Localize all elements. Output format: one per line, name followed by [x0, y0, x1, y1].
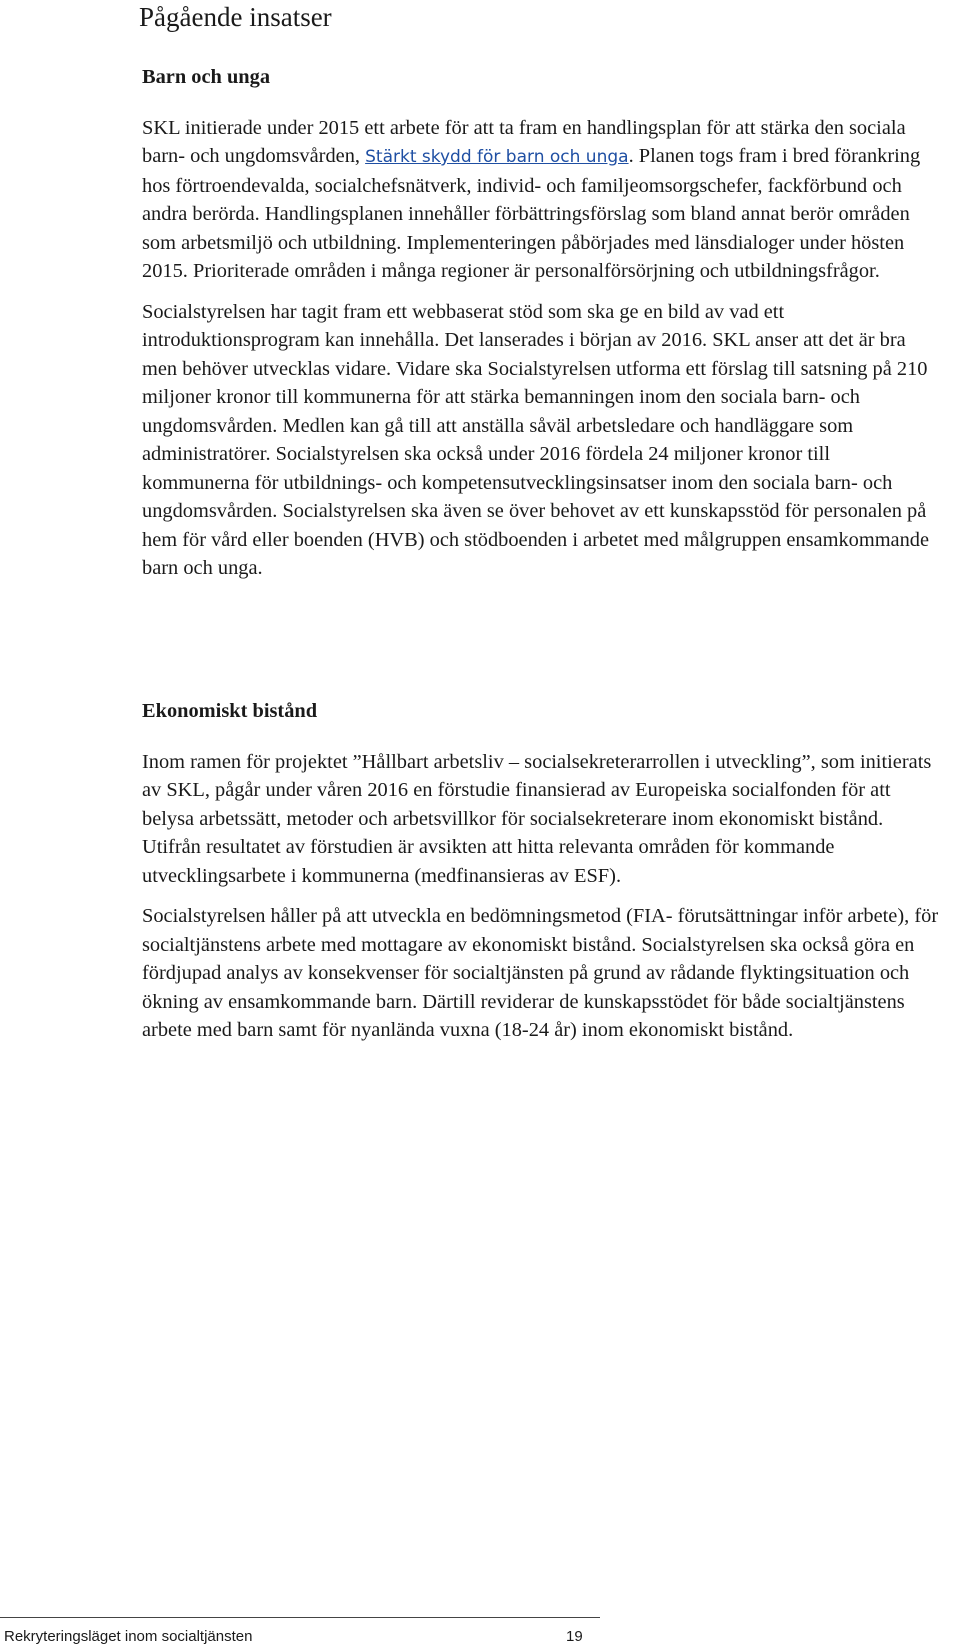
page-footer — [0, 1616, 960, 1651]
section-ekonomiskt-bistand — [142, 697, 942, 1045]
section-barn-och-unga — [142, 63, 942, 583]
paragraph: Socialstyrelsen har tagit fram ett webbaserat stöd som ska ge en bild av vad ett introduktionsprogram kan innehålla. Det lanserades i början av 2016. SKL anser att det är bra men behöver utvecklas vidare. Vidare ska Socialstyrelsen utforma ett förslag till satsning på 210 miljoner kronor till kommunerna för att stärka bemanningen inom den sociala barn- och ungdomsvården. Medlen kan gå till att anställa såväl arbetsledare och handläggare som administratörer. Socialstyrelsen ska också under 2016 fördela 24 miljoner kronor till kommunerna för utbildnings- och kompetensutvecklingsinsatser inom den sociala barn- och ungdomsvården. Socialstyrelsen ska även se över behovet av ett kunskapsstöd för personalen på hem för vård eller boenden (HVB) och stödboenden i arbetet med målgruppen ensamkommande barn och unga. — [142, 300, 930, 579]
paragraph: Inom ramen för projektet ”Hållbart arbetsliv – socialsekreterarrollen i utveckling”, som initierats av SKL, pågår under våren 2016 en förstudie finansierad av Europeiska socialfonden för att belysa arbetssätt, metoder och arbetsvillkor för socialsekreterare inom ekonomiskt bistånd. Utifrån resultatet av förstudien är avsikten att hitta relevanta områden för kommande utvecklingsarbete i kommunerna (medfinansieras av ESF). — [142, 750, 932, 887]
footer-divider — [0, 1617, 600, 1618]
strakt-skydd-link[interactable]: Stärkt skydd för barn och unga — [365, 147, 629, 167]
footer-document-title: Rekryteringsläget inom socialtjänsten — [4, 1628, 253, 1645]
paragraph — [142, 114, 942, 286]
section-heading: Ekonomiskt bistånd — [142, 700, 318, 722]
page-title: Pågående insatser — [139, 2, 332, 32]
paragraph: Socialstyrelsen håller på att utveckla en bedömningsmetod (FIA- förutsättningar inför arbete), för socialtjänstens arbete med mottagare av ekonomiskt bistånd. Socialstyrelsen ska också göra en fördjupad analys av konsekvenser för socialtjänsten på grund av rådande flyktingsituation och ökning av ensamkommande barn. Därtill reviderar de kunskapsstödet för både socialtjänstens arbete med barn samt för nyanlända vuxna (18-24 år) inom ekonomiskt bistånd. — [142, 905, 939, 1041]
paragraph-text: . Planen togs fram i bred förankring hos förtroendevalda, socialchefsnätverk, individ- och familjeomsorgschefer, fackförbund och andra berörda. Handlingsplanen innehåller förbättringsförslag som bland annat berör områden som arbetsmiljö och utbildning. Implementeringen påbörjades med länsdialoger under hösten 2015. Prioriterade områden i många regioner är personalförsörjning och utbildningsfrågor. — [142, 145, 921, 282]
page-number: 19 — [566, 1628, 583, 1645]
section-heading: Barn och unga — [142, 66, 271, 88]
paragraph-text: SKL initierade under 2015 ett arbete för att ta fram en handlingsplan för att stärka den sociala barn- och ungdomsvården, — [142, 116, 906, 167]
